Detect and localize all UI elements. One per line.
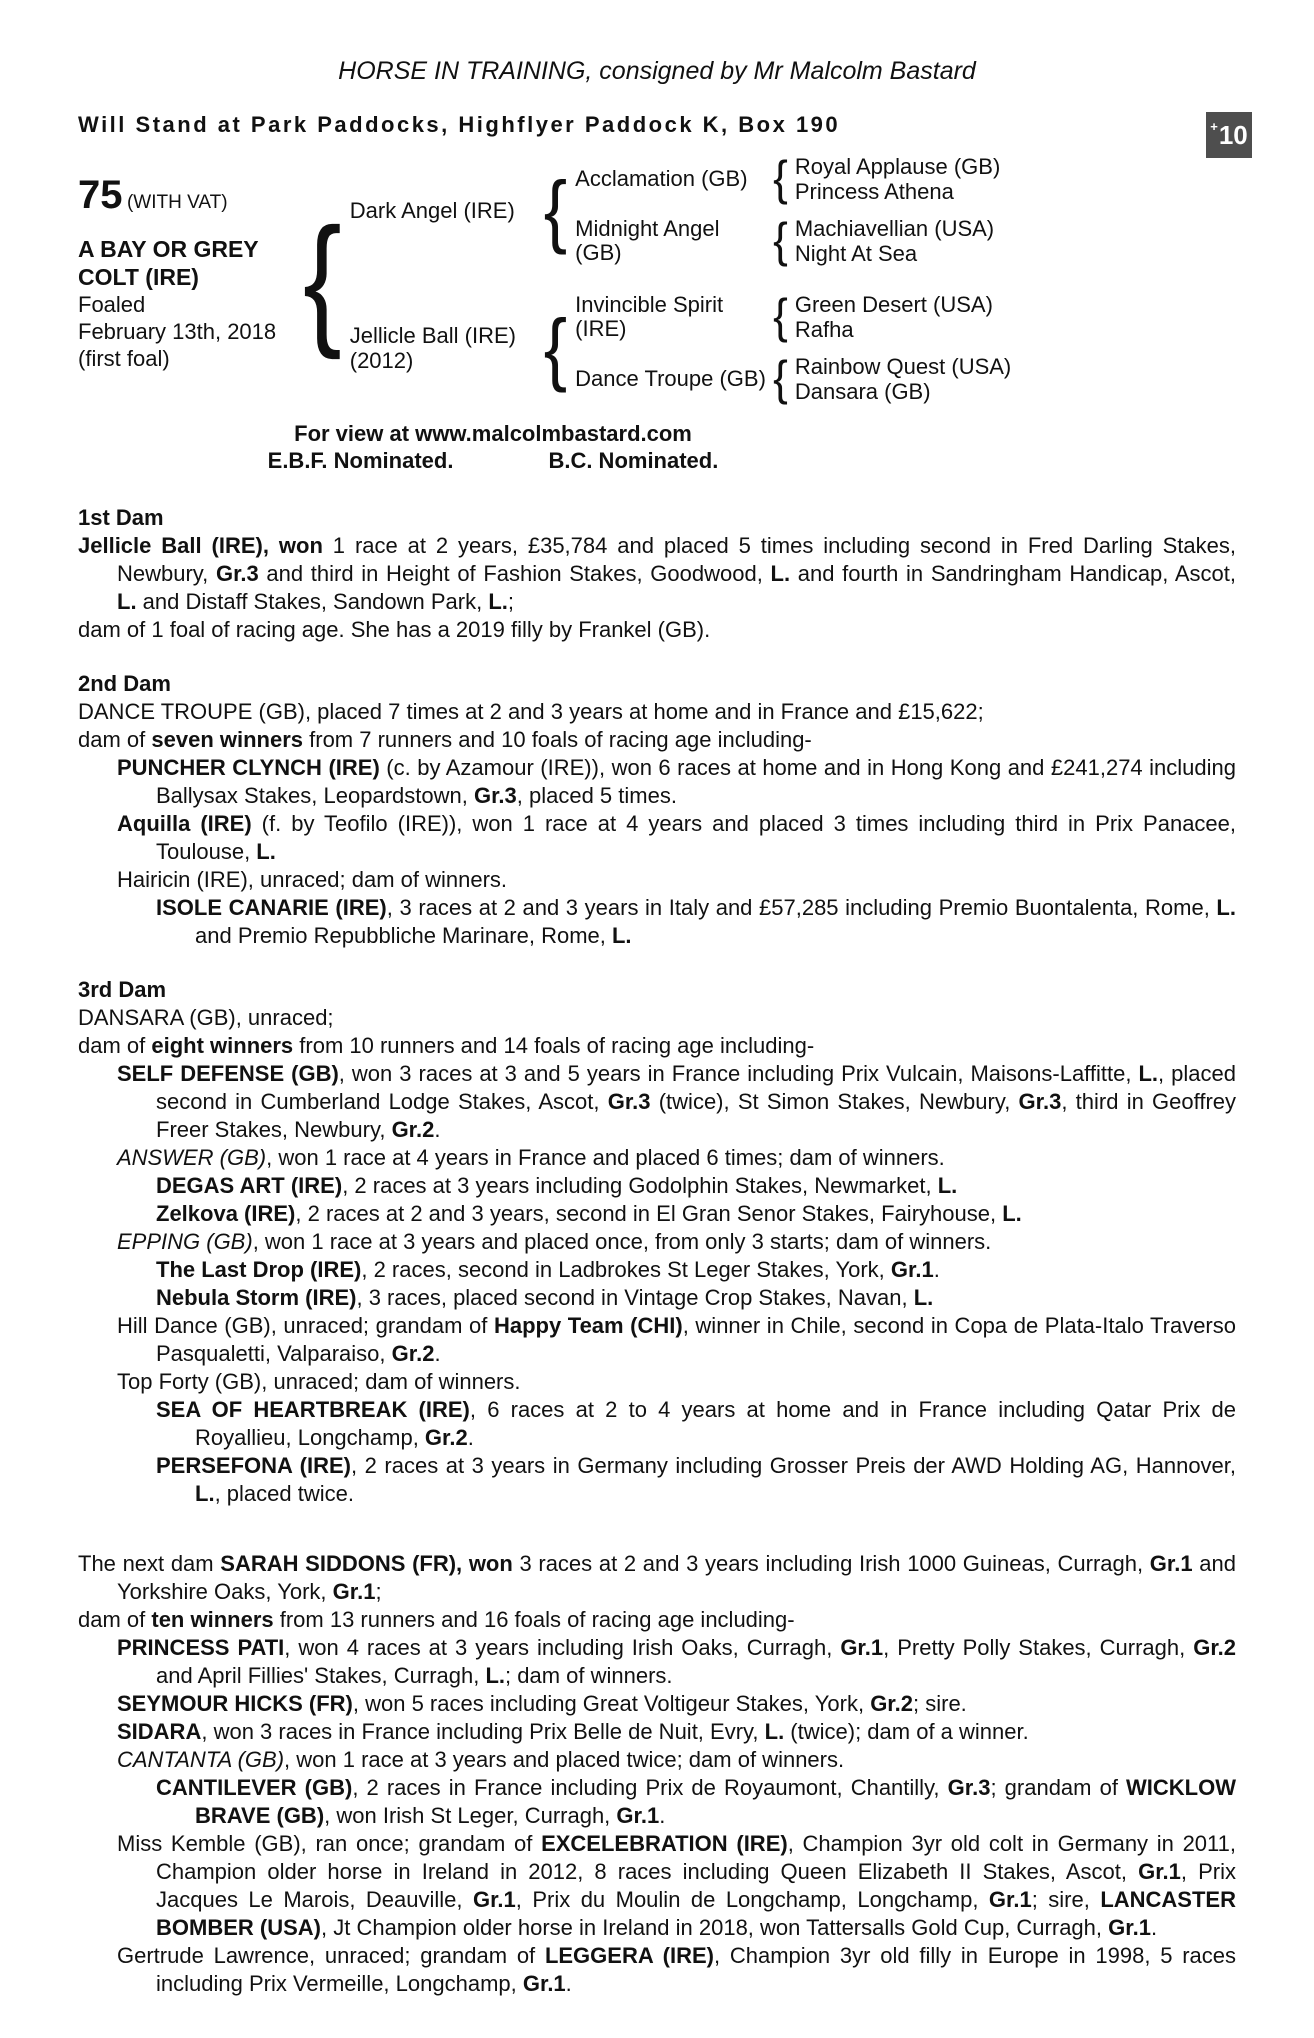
catalog-paragraph: The next dam SARAH SIDDONS (FR), won 3 races at 2 and 3 years including Irish 1000 Guineas, Curragh, Gr.1 and Yorkshire Oaks, York, Gr.1; — [78, 1551, 1236, 1604]
catalog-paragraph: DANCE TROUPE (GB), placed 7 times at 2 and 3 years at home and in France and £15,622; — [78, 699, 984, 724]
foaled-date: February 13th, 2018 — [78, 319, 277, 344]
dam-row — [349, 289, 1236, 406]
sire-dam-dam-name: Night At Sea — [794, 241, 918, 266]
badge-plus-mark: + — [1210, 118, 1218, 134]
section-heading: 3rd Dam — [78, 977, 167, 1002]
catalog-sections — [78, 504, 1236, 1998]
foal-note: (first foal) — [78, 346, 170, 371]
pedigree-table — [303, 152, 1236, 404]
dam-sire-parents — [795, 292, 993, 342]
page-title: HORSE IN TRAINING, consigned by Mr Malcolm Bastard — [338, 57, 976, 85]
sire-dam-parents — [795, 216, 994, 266]
sire-dam-row — [575, 213, 1236, 268]
next-dam-section — [78, 1550, 1236, 1998]
bc-nominated: B.C. Nominated. — [548, 448, 719, 473]
catalog-paragraph: PERSEFONA (IRE), 2 races at 3 years in Germany including Grosser Preis der AWD Holding AG, Hannover, L., placed twice. — [156, 1453, 1237, 1506]
dam-sire-sire-name: Green Desert (USA) — [794, 292, 993, 317]
catalog-paragraph: DANSARA (GB), unraced; — [78, 1005, 334, 1030]
section-heading: 2nd Dam — [78, 671, 171, 696]
badge-number: 10 — [1218, 119, 1248, 150]
nominations-line — [78, 447, 908, 474]
catalog-paragraph: DEGAS ART (IRE), 2 races at 3 years including Godolphin Stakes, Newmarket, L. — [156, 1173, 958, 1198]
dam-name: Jellicle Ball (IRE) — [349, 323, 517, 348]
catalog-paragraph: Zelkova (IRE), 2 races at 2 and 3 years, second in El Gran Senor Stakes, Fairyhouse, L. — [156, 1201, 1022, 1226]
dam-dam-name: Dance Troupe (GB) — [575, 366, 766, 391]
pedigree-brace: { — [773, 151, 788, 206]
catalog-paragraph: PUNCHER CLYNCH (IRE) (c. by Azamour (IRE)), won 6 races at home and in Hong Kong and £241,274 including Ballysax Stakes, Leopardstown, Gr.3, placed 5 times. — [117, 755, 1237, 808]
catalog-paragraph: SELF DEFENSE (GB), won 3 races at 3 and 5 years in France including Prix Vulcain, Maisons-Laffitte, L., placed second in Cumberland Lodge Stakes, Ascot, Gr.3 (twice), St Simon Stakes, Newbury, Gr.3, third in Geoffrey Freer Stakes, Newbury, Gr.2. — [117, 1061, 1237, 1142]
catalog-paragraph: Nebula Storm (IRE), 3 races, placed second in Vintage Crop Stakes, Navan, L. — [156, 1285, 934, 1310]
lot-info — [78, 152, 303, 372]
sire-sire-name: Acclamation (GB) — [575, 166, 748, 191]
sire-sire-row — [575, 151, 1236, 206]
catalog-paragraph: The Last Drop (IRE), 2 races, second in Ladbrokes St Leger Stakes, York, Gr.1. — [156, 1257, 940, 1282]
dam-dam-sire-name: Rainbow Quest (USA) — [794, 354, 1012, 379]
stand-location-line: Will Stand at Park Paddocks, Highflyer Paddock K, Box 190 — [78, 112, 841, 137]
catalog-paragraph: ISOLE CANARIE (IRE), 3 races at 2 and 3 years in Italy and £57,285 including Premio Buontalenta, Rome, L. and Premio Repubbliche Marinare, Rome, L. — [156, 895, 1236, 948]
vat-note: (WITH VAT) — [126, 192, 228, 213]
catalog-paragraph: Hill Dance (GB), unraced; grandam of Happy Team (CHI), winner in Chile, second in Copa de Plata-Italo Traverso Pasqualetti, Valparaiso, Gr.2. — [117, 1313, 1236, 1366]
lot-header-block — [78, 152, 1236, 404]
catalog-paragraph: SIDARA, won 3 races in France including Prix Belle de Nuit, Evry, L. (twice); dam of a winner. — [117, 1719, 1029, 1744]
pedigree-brace: { — [303, 197, 342, 361]
catalog-paragraph: ANSWER (GB), won 1 race at 4 years in France and placed 6 times; dam of winners. — [117, 1145, 945, 1170]
catalog-paragraph: CANTILEVER (GB), 2 races in France including Prix de Royaumont, Chantilly, Gr.3; grandam of WICKLOW BRAVE (GB), won Irish St Leger, Curragh, Gr.1. — [156, 1775, 1236, 1828]
day-badge — [1206, 112, 1252, 158]
foaled-label: Foaled — [78, 292, 146, 317]
dam-sire-row — [575, 289, 1236, 344]
dam-name-cell — [350, 323, 542, 373]
catalog-paragraph: dam of 1 foal of racing age. She has a 2019 filly by Frankel (GB). — [78, 617, 711, 642]
dam-parents — [575, 289, 1236, 406]
catalog-paragraph: EPPING (GB), won 1 race at 3 years and placed once, from only 3 starts; dam of winners. — [117, 1229, 992, 1254]
sire-sire-dam-name: Princess Athena — [794, 179, 954, 204]
dam-dam-dam-name: Dansara (GB) — [794, 379, 931, 404]
third-dam-section — [78, 976, 1236, 1508]
catalog-paragraph: SEA OF HEARTBREAK (IRE), 6 races at 2 to 4 years at home and in France including Qatar Prix de Royallieu, Longchamp, Gr.2. — [156, 1397, 1236, 1450]
catalog-paragraph: Top Forty (GB), unraced; dam of winners. — [117, 1369, 521, 1394]
sire-name: Dark Angel (IRE) — [349, 197, 515, 223]
lot-number-line — [78, 174, 303, 225]
pedigree-generation-1 — [349, 151, 1236, 406]
dam-sire-name: Invincible Spirit (IRE) — [575, 292, 724, 341]
catalog-paragraph: Gertrude Lawrence, unraced; grandam of LEGGERA (IRE), Champion 3yr old filly in Europe in 1998, 5 races including Prix Vermeille, Longchamp, Gr.1. — [117, 1943, 1236, 1996]
catalog-paragraph: PRINCESS PATI, won 4 races at 3 years including Irish Oaks, Curragh, Gr.1, Pretty Polly Stakes, Curragh, Gr.2 and April Fillies' Stakes, Curragh, L.; dam of winners. — [117, 1635, 1237, 1688]
catalog-paragraph: dam of seven winners from 7 runners and 10 foals of racing age including- — [78, 727, 812, 752]
sire-dam-sire-name: Machiavellian (USA) — [794, 216, 995, 241]
sire-parents — [575, 151, 1236, 268]
colour-line-1: A BAY OR GREY — [78, 236, 259, 262]
dam-dam-row — [575, 351, 1236, 406]
sire-sire-parents — [795, 154, 1000, 204]
lot-number: 75 — [78, 173, 123, 217]
catalog-paragraph: Miss Kemble (GB), ran once; grandam of EXCELEBRATION (IRE), Champion 3yr old colt in Germany in 2011, Champion older horse in Ireland in 2012, 8 races including Queen Elizabeth II Stakes, Ascot, Gr.1, Prix Jacques Le Marois, Deauville, Gr.1, Prix du Moulin de Longchamp, Longchamp, Gr.1; sire, LANCASTER BOMBER (USA), Jt Champion older horse in Ireland in 2018, won Tattersalls Gold Cup, Curragh, Gr.1. — [117, 1831, 1236, 1940]
view-line: For view at www.malcolmbastard.com — [294, 421, 692, 446]
sire-sire-sire-name: Royal Applause (GB) — [794, 154, 1001, 179]
dam-sire-dam-name: Rafha — [794, 317, 854, 342]
first-dam-section — [78, 504, 1236, 644]
second-dam-section — [78, 670, 1236, 950]
catalog-paragraph: SEYMOUR HICKS (FR), won 5 races including Great Voltigeur Stakes, York, Gr.2; sire. — [117, 1691, 967, 1716]
colour-line-2: COLT (IRE) — [78, 264, 199, 290]
pedigree-brace: { — [543, 165, 568, 255]
catalog-paragraph: Aquilla (IRE) (f. by Teofilo (IRE)), won 1 race at 4 years and placed 3 times including third in Prix Panacee, Toulouse, L. — [117, 811, 1237, 864]
pedigree-brace: { — [773, 351, 788, 406]
pedigree-brace: { — [773, 289, 788, 344]
catalog-paragraph: Jellicle Ball (IRE), won 1 race at 2 years, £35,784 and placed 5 times including second in Fred Darling Stakes, Newbury, Gr.3 and third in Height of Fashion Stakes, Goodwood, L. and fourth in Sandringham Handicap, Ascot, L. and Distaff Stakes, Sandown Park, L.; — [78, 533, 1236, 614]
catalog-paragraph: CANTANTA (GB), won 1 race at 3 years and placed twice; dam of winners. — [117, 1747, 845, 1772]
dam-dam-parents — [795, 354, 1011, 404]
catalog-paragraph: dam of ten winners from 13 runners and 16 foals of racing age including- — [78, 1607, 795, 1632]
sire-dam-name: Midnight Angel (GB) — [575, 216, 720, 265]
catalog-paragraph: dam of eight winners from 10 runners and 14 foals of racing age including- — [78, 1033, 815, 1058]
sire-row — [349, 151, 1236, 268]
catalog-paragraph: Hairicin (IRE), unraced; dam of winners. — [117, 867, 508, 892]
pedigree-brace: { — [543, 303, 568, 393]
pedigree-brace: { — [773, 213, 788, 268]
dam-year: (2012) — [349, 348, 414, 373]
section-heading: 1st Dam — [78, 505, 164, 530]
ebf-nominated: E.B.F. Nominated. — [267, 448, 454, 473]
